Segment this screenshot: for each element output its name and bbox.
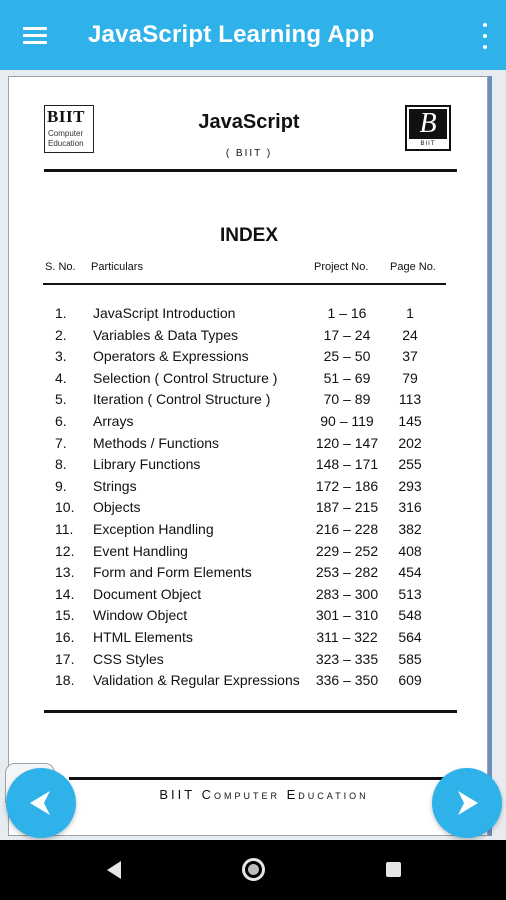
row-topic: Objects (93, 499, 141, 516)
row-sno: 12. (55, 542, 75, 559)
row-sno: 18. (55, 672, 75, 689)
row-topic: Arrays (93, 412, 134, 429)
row-topic: Methods / Functions (93, 434, 220, 451)
row-topic: Document Object (93, 585, 202, 602)
table-row (9, 478, 489, 500)
row-page: 548 (398, 607, 422, 624)
row-project: 25 – 50 (323, 348, 371, 365)
row-topic: CSS Styles (93, 650, 164, 667)
divider (44, 710, 457, 713)
column-header-project: Project No. (314, 261, 369, 273)
index-heading: INDEX (219, 225, 279, 246)
next-page-button[interactable] (432, 768, 502, 838)
row-topic: HTML Elements (93, 628, 193, 645)
table-row (9, 499, 489, 521)
row-sno: 5. (55, 391, 67, 408)
table-row (9, 651, 489, 673)
divider (69, 777, 459, 780)
row-project: 172 – 186 (315, 477, 379, 494)
row-sno: 14. (55, 585, 75, 602)
app-title: JavaScript Learning App (88, 21, 375, 48)
row-project: 1 – 16 (327, 305, 367, 321)
table-row (9, 672, 489, 694)
document-title: JavaScript (198, 111, 300, 133)
column-header-page: Page No. (390, 261, 436, 273)
row-page: 293 (398, 477, 422, 494)
row-sno: 1. (55, 305, 67, 321)
row-topic: Iteration ( Control Structure ) (93, 391, 271, 408)
row-topic: Exception Handling (93, 520, 214, 537)
back-triangle-icon[interactable] (105, 860, 123, 880)
table-row (9, 327, 489, 349)
hamburger-menu-icon[interactable] (0, 0, 70, 70)
table-row (9, 543, 489, 565)
row-page: 145 (398, 412, 422, 429)
row-project: 51 – 69 (323, 369, 371, 386)
table-row (9, 521, 489, 543)
row-page: 24 (402, 326, 418, 343)
document-page (8, 76, 488, 836)
row-page: 79 (402, 369, 418, 386)
row-topic: Form and Form Elements (93, 564, 252, 581)
table-row (9, 435, 489, 457)
row-sno: 7. (55, 434, 67, 451)
row-topic: Library Functions (93, 456, 201, 473)
biit-logo-right: B BIIT (405, 105, 451, 151)
table-row (9, 586, 489, 608)
row-sno: 2. (55, 326, 67, 343)
row-topic: JavaScript Introduction (93, 305, 236, 321)
row-topic: Variables & Data Types (93, 326, 239, 343)
row-page: 564 (398, 628, 422, 645)
divider (44, 169, 457, 172)
row-page: 454 (398, 564, 422, 581)
row-project: 120 – 147 (315, 434, 379, 451)
row-topic: Validation & Regular Expressions (93, 672, 300, 689)
table-row (9, 305, 489, 327)
document-viewer[interactable] (0, 70, 506, 840)
row-page: 202 (398, 434, 422, 451)
table-row (9, 456, 489, 478)
row-topic: Operators & Expressions (93, 348, 249, 365)
row-sno: 9. (55, 477, 67, 494)
arrow-left-icon (24, 786, 58, 820)
row-sno: 16. (55, 628, 75, 645)
row-page: 1 (406, 305, 414, 321)
table-row (9, 370, 489, 392)
previous-page-button[interactable] (6, 768, 76, 838)
row-project: 301 – 310 (315, 607, 379, 624)
column-header-sno: S. No. (45, 261, 76, 273)
row-project: 311 – 322 (316, 628, 378, 645)
row-sno: 4. (55, 369, 67, 386)
row-project: 17 – 24 (323, 326, 371, 343)
table-row (9, 348, 489, 370)
table-row (9, 413, 489, 435)
row-project: 283 – 300 (315, 585, 379, 602)
row-page: 609 (398, 672, 422, 689)
row-sno: 6. (55, 412, 67, 429)
divider (43, 283, 446, 285)
row-project: 336 – 350 (315, 672, 379, 689)
app-bar (0, 0, 506, 70)
row-page: 37 (402, 348, 418, 365)
table-row (9, 391, 489, 413)
row-topic: Event Handling (93, 542, 188, 559)
row-sno: 8. (55, 456, 67, 473)
table-row (9, 564, 489, 586)
index-table (9, 305, 489, 694)
column-header-particulars: Particulars (91, 261, 143, 273)
recents-square-icon[interactable] (386, 862, 401, 877)
row-page: 408 (398, 542, 422, 559)
row-page: 585 (398, 650, 422, 667)
row-page: 382 (398, 520, 422, 537)
row-sno: 10. (55, 499, 75, 516)
row-project: 253 – 282 (315, 564, 379, 581)
home-circle-icon[interactable] (242, 858, 265, 881)
biit-logo-left: BIIT Computer Education (44, 105, 94, 153)
row-project: 148 – 171 (315, 456, 379, 473)
row-project: 187 – 215 (315, 499, 379, 516)
row-sno: 11. (55, 520, 74, 537)
row-project: 323 – 335 (315, 650, 379, 667)
table-row (9, 629, 489, 651)
system-navigation-bar (0, 840, 506, 900)
more-vert-icon[interactable] (480, 23, 490, 49)
row-sno: 3. (55, 348, 67, 365)
row-topic: Strings (93, 477, 137, 494)
row-page: 113 (398, 391, 422, 408)
row-sno: 15. (55, 607, 75, 624)
row-topic: Window Object (93, 607, 188, 624)
document-footer: BIIT Computer Education (159, 787, 369, 802)
document-subtitle: ( BIIT ) (225, 148, 273, 159)
row-sno: 17. (55, 650, 75, 667)
row-sno: 13. (55, 564, 75, 581)
row-page: 255 (398, 456, 422, 473)
arrow-right-icon (450, 786, 484, 820)
row-project: 90 – 119 (320, 412, 374, 429)
row-topic: Selection ( Control Structure ) (93, 369, 278, 386)
row-project: 216 – 228 (315, 520, 379, 537)
row-page: 316 (398, 499, 422, 516)
table-row (9, 607, 489, 629)
row-project: 229 – 252 (315, 542, 379, 559)
row-project: 70 – 89 (323, 391, 371, 408)
row-page: 513 (398, 585, 422, 602)
